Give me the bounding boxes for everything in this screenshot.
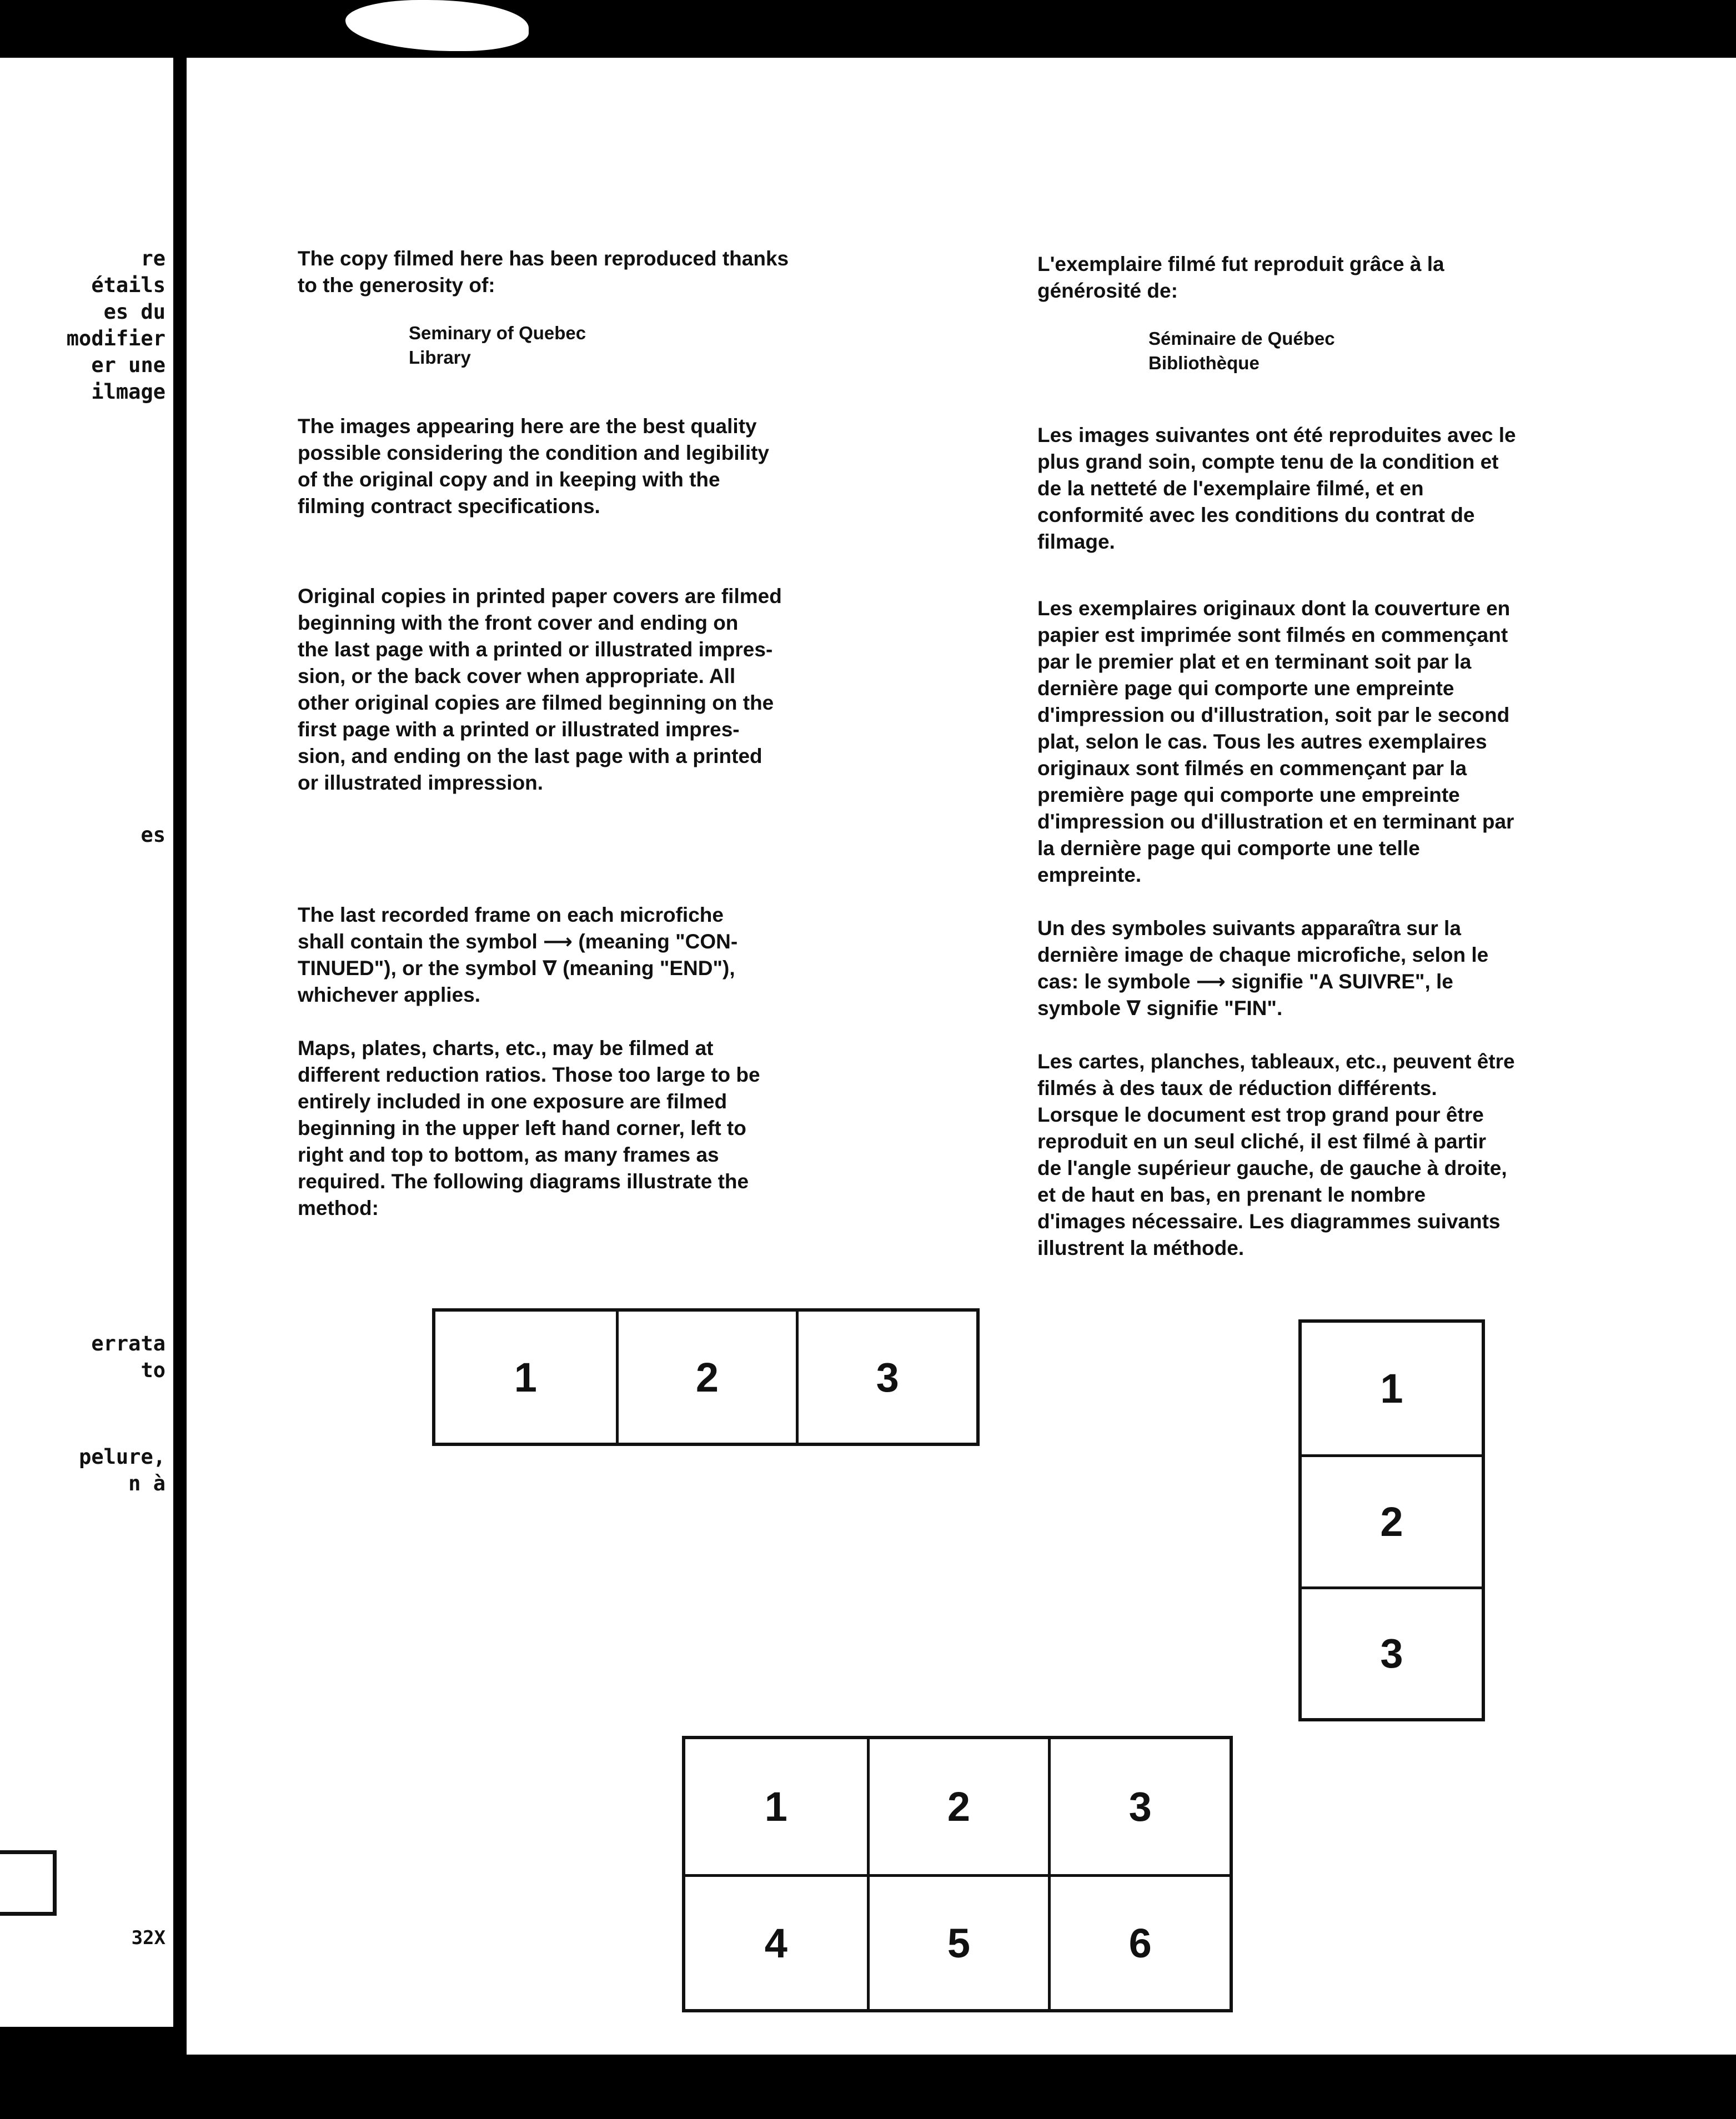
adjacent-page-fragment [0, 58, 173, 2027]
english-library-name: Seminary of Quebec Library [409, 323, 586, 368]
frame-number: 5 [867, 1874, 1048, 2009]
frame-number: 3 [796, 1312, 976, 1443]
french-covers-paragraph: Les exemplaires originaux dont la couverture en papier est imprimée sont filmés en commençant par le premier plat et en terminant soit par la dernière page qui comporte une empreinte d'impression ou d'illustration, soit par le second plat, selon le cas. Tous les autres exemplaires originaux sont filmés en commençant par la première page qui comporte une empreinte d'impression ou d'illustration et en terminant par la dernière page qui comporte une telle empreinte. [1037, 597, 1514, 886]
frame-number: 1 [1380, 1365, 1403, 1412]
frame-number: 6 [1048, 1874, 1230, 2009]
fragment-text-pelure: pelure, n à [79, 1445, 165, 1495]
frame-number: 2 [867, 1739, 1048, 1874]
french-symbols-paragraph: Un des symboles suivants apparaîtra sur la dernière image de chaque microfiche, selon le cas: le symbole ⟶ signifie "A SUIVRE", le symbole ∇ signifie "FIN". [1037, 917, 1489, 1020]
fragment-text-mid: es [141, 823, 165, 847]
frame-number: 4 [685, 1874, 867, 2009]
english-intro: The copy filmed here has been reproduced thanks to the generosity of: [298, 247, 789, 297]
fragment-text-errata: errata to [91, 1332, 165, 1382]
frame-number: 1 [514, 1354, 537, 1400]
scan-debris [345, 0, 529, 51]
english-maps-paragraph: Maps, plates, charts, etc., may be filmed at different reduction ratios. Those too large to be entirely included in one exposure are filmed beginning in the upper left hand corner, left to right and top to bottom, as many frames as required. The following diagrams illustrate the method: [298, 1037, 760, 1219]
frame-number: 2 [1302, 1454, 1482, 1586]
grid-frames-diagram [682, 1736, 1233, 2012]
reduction-ratio-label: 32X [131, 1927, 165, 1949]
french-quality-paragraph: Les images suivantes ont été reproduites avec le plus grand soin, compte tenu de la condition et de la netteté de l'exemplaire filmé, et en conformité avec les conditions du contrat de filmage. [1037, 424, 1516, 553]
frame-number: 3 [1302, 1586, 1482, 1718]
frame-number: 3 [1048, 1739, 1230, 1874]
english-column [298, 245, 920, 1222]
frame-number: 1 [764, 1784, 787, 1830]
frame-number: 2 [616, 1312, 796, 1443]
english-covers-paragraph: Original copies in printed paper covers are filmed beginning with the front cover and ending on the last page with a printed or illustrated impres- sion, or the back cover when appropriate. All other original copies are filmed beginning on the first page with a printed or illustrated impres- sion, and ending on the last page with a printed or illustrated impression. [298, 585, 782, 794]
french-maps-paragraph: Les cartes, planches, tableaux, etc., peuvent être filmés à des taux de réduction différents. Lorsque le document est trop grand pour être reproduit en un seul cliché, il est filmé à partir de l'angle supérieur gauche, de gauche à droite, et de haut en bas, en prenant le nombre d'images nécessaire. Les diagrammes suivants illustrent la méthode. [1037, 1050, 1515, 1259]
horizontal-frames-diagram [432, 1308, 980, 1446]
filming-notice-page [187, 58, 1736, 2055]
fragment-text-top: re étails es du modifier er une ilmage [66, 247, 165, 404]
vertical-frames-diagram [1298, 1319, 1485, 1721]
english-quality-paragraph: The images appearing here are the best quality possible considering the condition and legibility of the original copy and in keeping with the filming contract specifications. [298, 415, 770, 518]
french-intro: L'exemplaire filmé fut reproduit grâce à la générosité de: [1037, 253, 1444, 302]
french-column [1037, 251, 1659, 1262]
french-library-name: Séminaire de Québec Bibliothèque [1148, 328, 1335, 373]
english-symbols-paragraph: The last recorded frame on each microfiche shall contain the symbol ⟶ (meaning "CON- TINUED"), or the symbol ∇ (meaning "END"), whichever applies. [298, 903, 738, 1006]
resolution-target-box [0, 1850, 57, 1916]
